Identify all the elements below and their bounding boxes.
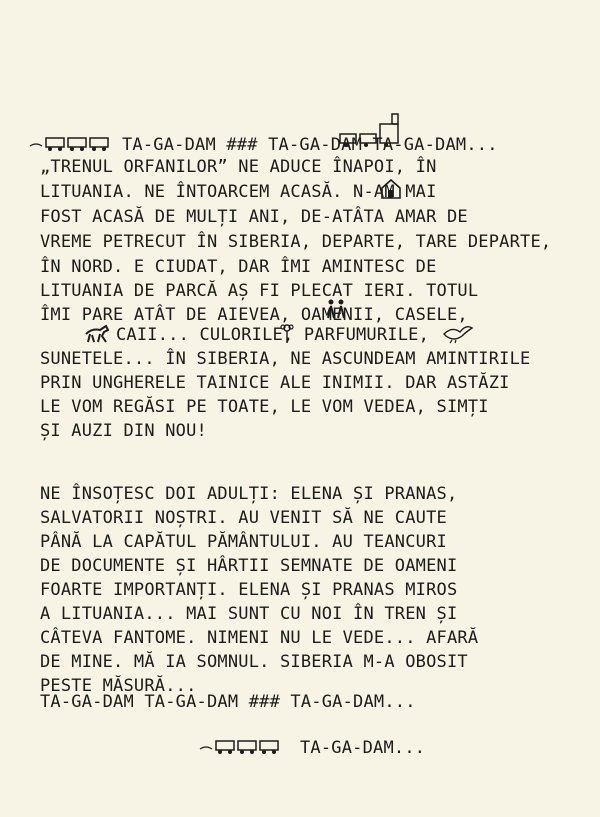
text-line: DE MINE. MĂ IA SOMNUL. SIBERIA M-A OBOSIT: [40, 652, 468, 672]
text-line: ÎN NORD. E CIUDAT, DAR ÎMI AMINTESC DE: [40, 257, 437, 277]
text-line: A LITUANIA... MAI SUNT CU NOI ÎN TREN ȘI: [40, 604, 458, 624]
text-line: ȘI AUZI DIN NOU!: [40, 421, 207, 441]
text-line: PRIN UNGHERELE TAINICE ALE INIMII. DAR ASTĂZI: [40, 373, 510, 393]
train-icon: [28, 134, 123, 152]
text-line: TA-GA-DAM TA-GA-DAM ### TA-GA-DAM...: [40, 692, 416, 712]
text-line: VREME PETRECUT ÎN SIBERIA, DEPARTE, TARE DEPARTE,: [40, 232, 552, 252]
text-line: SUNETELE... ÎN SIBERIA, NE ASCUNDEAM AMINTIRILE: [40, 349, 531, 369]
train-icon: [198, 737, 293, 757]
text-line: FOARTE IMPORTANȚI. ELENA ȘI PRANAS MIROS: [40, 580, 458, 600]
text-line: LE VOM REGĂSI PE TOATE, LE VOM VEDEA, SIMȚI: [40, 397, 489, 417]
text-line: „TRENUL ORFANILOR” NE ADUCE ÎNAPOI, ÎN: [40, 157, 437, 177]
text-line: SALVATORII NOȘTRI. AU VENIT SĂ NE CAUTE: [40, 508, 447, 528]
text-line: LITUANIA DE PARCĂ AȘ FI PLECAT IERI. TOTUL: [40, 281, 479, 301]
text-line: DE DOCUMENTE ȘI HÂRTII SEMNATE DE OAMENI: [40, 556, 458, 576]
horse-icon: [82, 322, 112, 344]
text-line: CAII... CULORILE, PARFUMURILE,: [116, 325, 430, 345]
text-line: CÂTEVA FANTOME. NIMENI NU LE VEDE... AFARĂ: [40, 628, 479, 648]
text-line: PESTE MĂSURĂ...: [40, 676, 197, 696]
text-line: TA-GA-DAM ### TA-GA-DAM TA-GA-DAM...: [122, 135, 498, 155]
text-line: FOST ACASĂ DE MULȚI ANI, DE-ATÂTA AMAR DE: [40, 207, 468, 227]
footer-line: TA-GA-DAM...: [300, 738, 426, 758]
text-line: NE ÎNSOȚESC DOI ADULȚI: ELENA ȘI PRANAS,: [40, 484, 458, 504]
text-line: PÂNĂ LA CAPĂTUL PĂMÂNTULUI. AU TEANCURI: [40, 532, 447, 552]
text-line: ÎMI PARE ATÂT DE AIEVEA, OAMENII, CASELE,: [40, 305, 468, 325]
text-line: LITUANIA. NE ÎNTOARCEM ACASĂ. N-AM MAI: [40, 182, 437, 202]
